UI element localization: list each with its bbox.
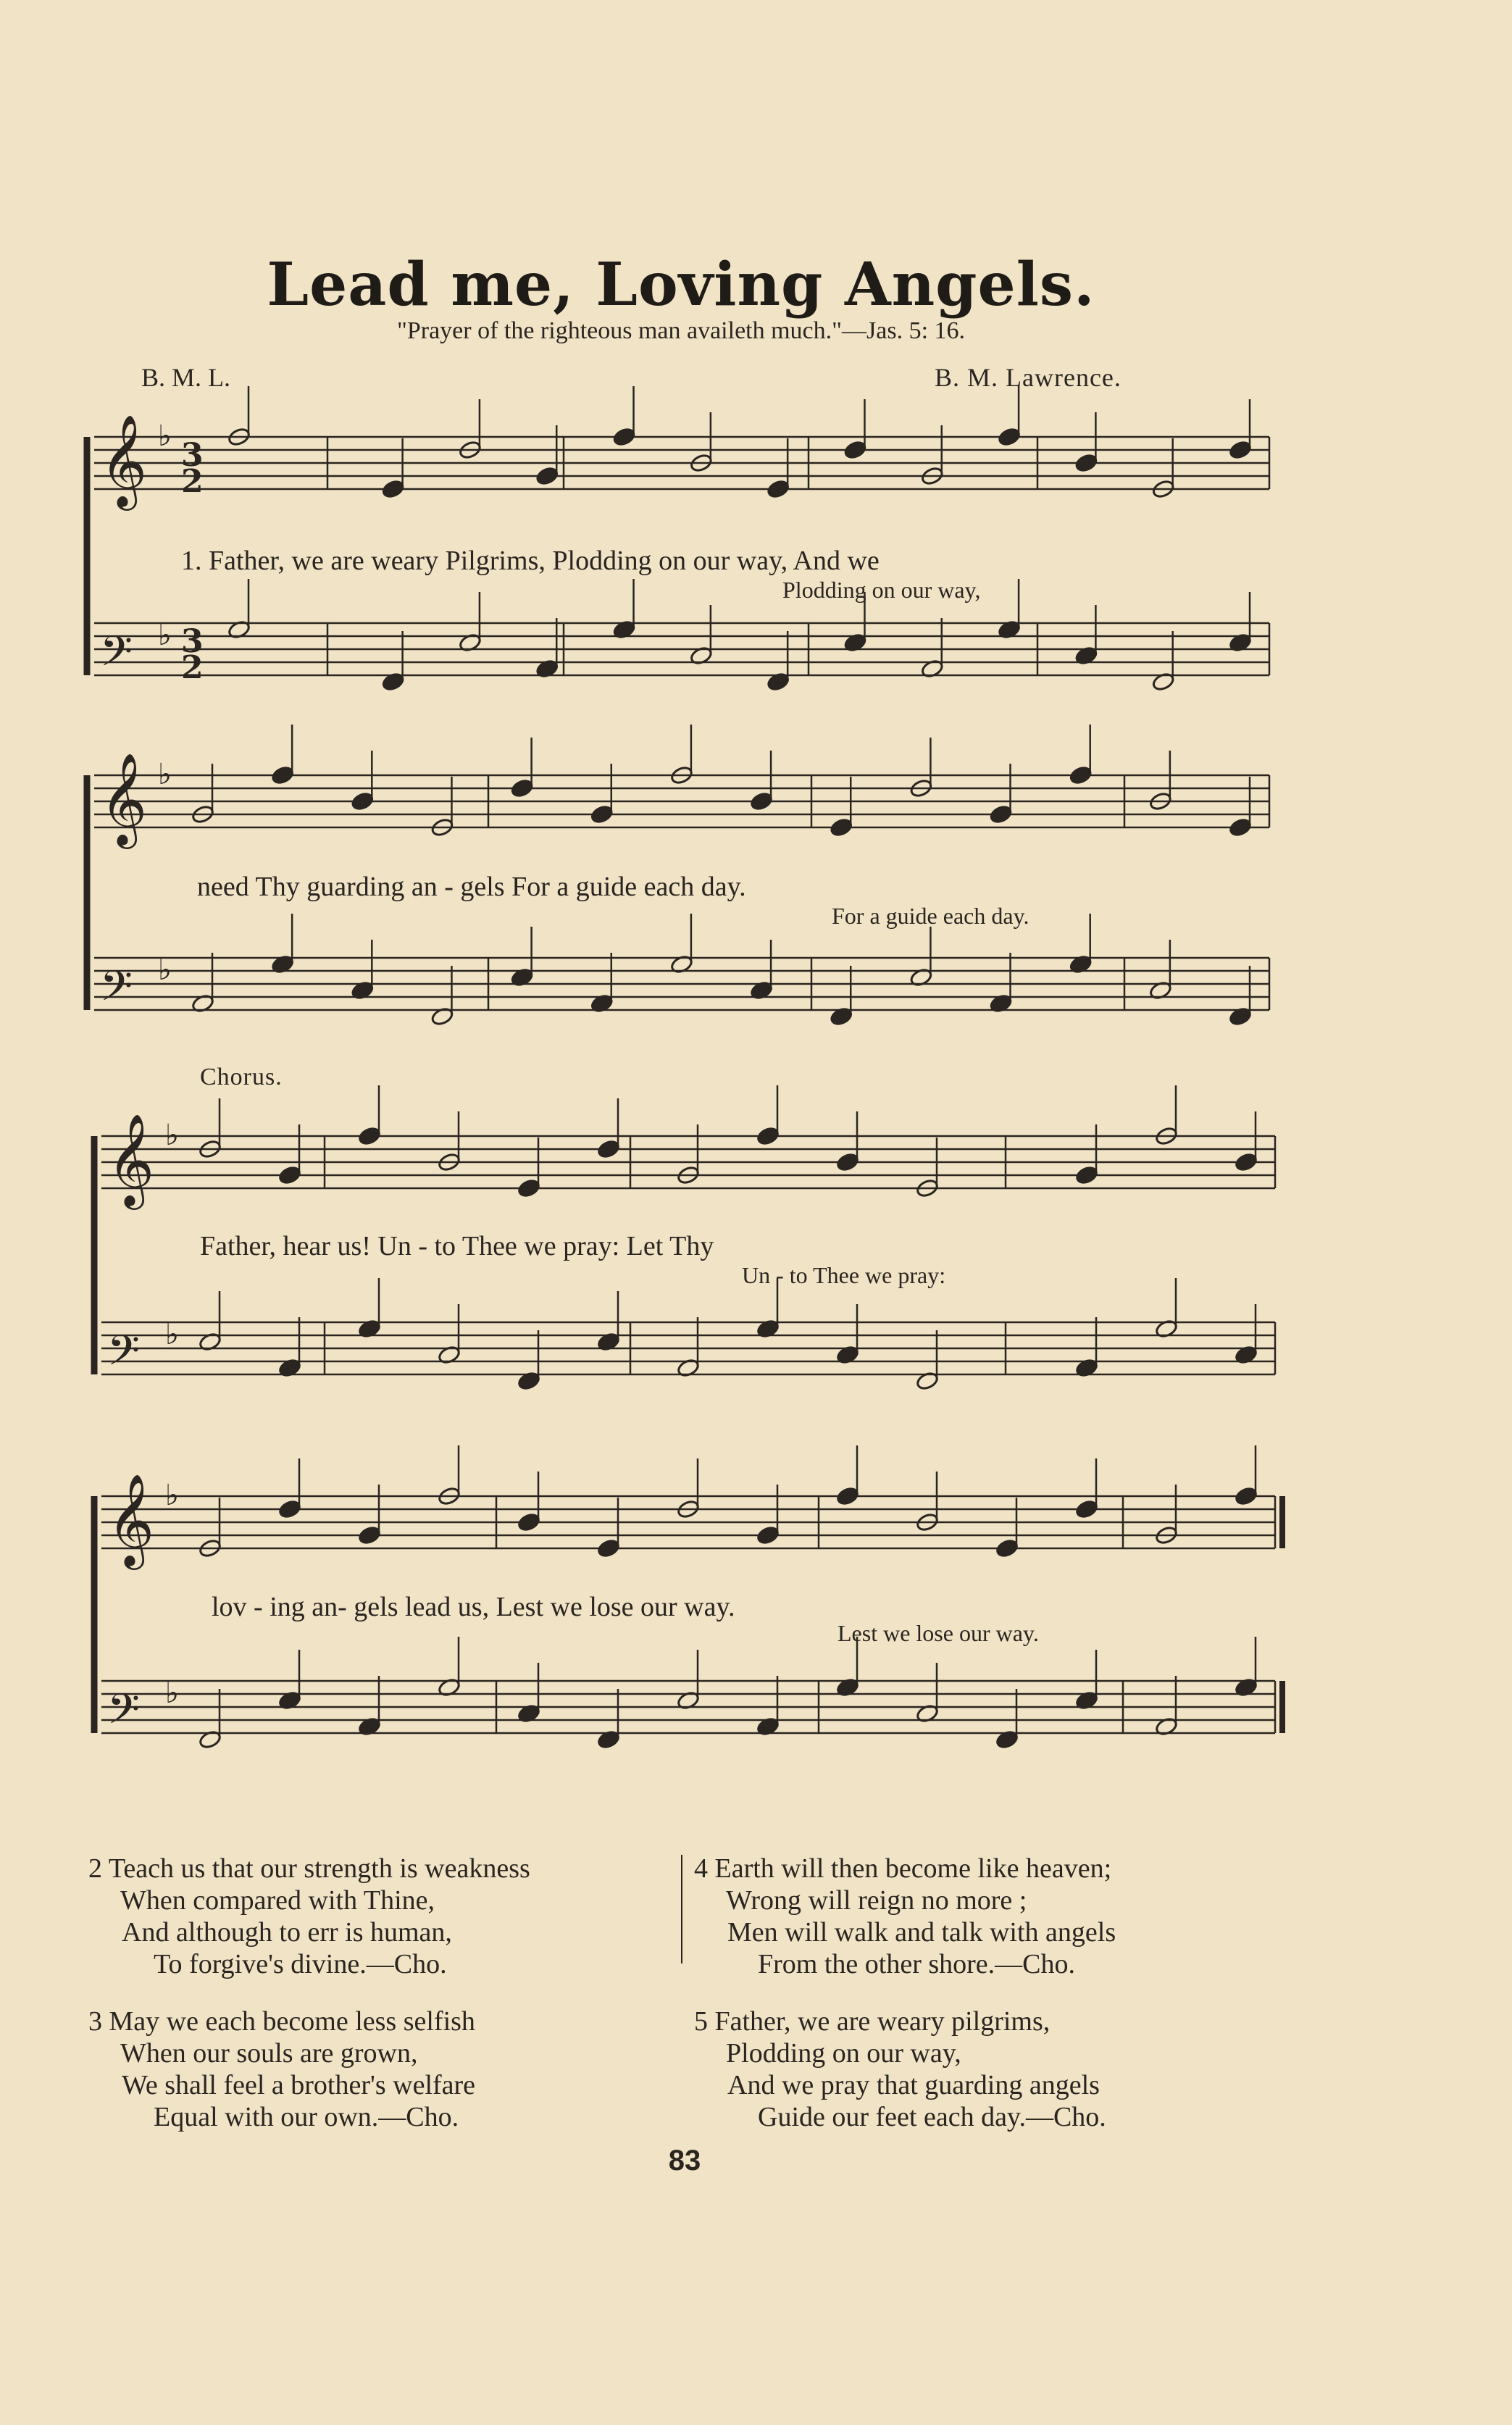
note-head (830, 817, 853, 838)
epigraph: "Prayer of the righteous man availeth much."—Jas. 5: 16. (396, 317, 966, 344)
note-head (358, 1525, 382, 1545)
verse-4-line-3: Men will walk and talk with angels (727, 1917, 1116, 1948)
note-head (1229, 440, 1253, 460)
system1-lyrics: 1. Father, we are weary Pilgrims, Plodding on our way, And we (181, 546, 880, 576)
verse-3-line-3: We shall feel a brother's welfare (122, 2070, 476, 2100)
verse-5-line-4: Guide our feet each day.—Cho. (758, 2102, 1106, 2132)
chorus-label: Chorus. (200, 1064, 283, 1090)
music-credit: B. M. Lawrence. (935, 363, 1122, 392)
note-head (1074, 453, 1098, 473)
note-head (1075, 1165, 1099, 1185)
note-head (517, 1178, 541, 1198)
treble-clef: 𝄞 (107, 1473, 155, 1566)
verse-4-line-4: From the other shore.—Cho. (758, 1949, 1076, 1979)
note-head (351, 791, 375, 811)
note-head (843, 440, 867, 460)
bass-clef: 𝄢 (100, 961, 133, 1021)
verse-2-line-3: And although to err is human, (122, 1917, 452, 1948)
note-head (756, 1126, 780, 1146)
verse-2-line-1: 2 Teach us that our strength is weakness (88, 1853, 530, 1884)
note-head (1235, 1152, 1258, 1172)
note-head (989, 804, 1013, 825)
note-head (381, 479, 405, 499)
verse-5-line-3: And we pray that guarding angels (727, 2070, 1100, 2100)
note-head (998, 427, 1022, 447)
system2-lyrics: need Thy guarding an - gels For a guide each day. (197, 872, 746, 902)
flat-sign: ♭ (165, 1318, 179, 1351)
system1-echo-lyrics: Plodding on our way, (782, 577, 981, 603)
treble-clef: 𝄞 (107, 1113, 155, 1206)
hymn-title: Lead me, Loving Angels. (267, 250, 1095, 320)
note-head (590, 804, 614, 825)
words-credit: B. M. L. (141, 363, 231, 392)
flat-sign: ♭ (158, 420, 172, 453)
verse-4-line-2: Wrong will reign no more ; (726, 1885, 1027, 1916)
note-head (278, 1165, 302, 1185)
time-signature-bottom: 2 (181, 649, 204, 686)
system4-lyrics: lov - ing an- gels lead us, Lest we lose our way. (212, 1592, 735, 1622)
bass-clef: 𝄢 (100, 627, 133, 686)
note-head (597, 1139, 621, 1159)
flat-sign: ♭ (165, 1677, 179, 1710)
note-head (767, 479, 790, 499)
note-head (535, 466, 559, 486)
verse-5 (694, 2005, 1106, 2133)
time-signature-top: 3 (181, 623, 204, 660)
bass-clef: 𝄢 (107, 1326, 141, 1385)
verse-5-line-2: Plodding on our way, (726, 2038, 961, 2069)
note-head (278, 1499, 302, 1519)
time-signature-top: 3 (181, 437, 204, 474)
verse-3-line-4: Equal with our own.—Cho. (154, 2102, 459, 2132)
page-number: 83 (668, 2145, 701, 2176)
verse-3 (88, 2005, 475, 2133)
note-head (271, 765, 295, 785)
column-divider (681, 1855, 682, 1963)
system4-echo-lyrics: Lest we lose our way. (838, 1620, 1039, 1646)
verse-3-line-1: 3 May we each become less selfish (88, 2006, 475, 2037)
note-head (612, 427, 636, 447)
note-head (510, 778, 534, 798)
note-head (836, 1486, 860, 1506)
note-head (358, 1126, 382, 1146)
system3-echo-lyrics: Un - to Thee we pray: (742, 1262, 946, 1288)
note-head (836, 1152, 860, 1172)
flat-sign: ♭ (158, 619, 172, 652)
flat-sign: ♭ (165, 1119, 179, 1152)
note-head (597, 1538, 621, 1558)
note-head (1229, 817, 1253, 838)
verse-3-line-2: When our souls are grown, (120, 2038, 418, 2069)
flat-sign: ♭ (158, 758, 172, 791)
verse-4 (694, 1853, 1116, 1980)
note-head (1235, 1486, 1258, 1506)
note-head (1075, 1499, 1099, 1519)
note-head (756, 1525, 780, 1545)
verse-4-line-1: 4 Earth will then become like heaven; (694, 1853, 1112, 1884)
verse-2-line-2: When compared with Thine, (120, 1885, 435, 1916)
system3-lyrics: Father, hear us! Un - to Thee we pray: Let Thy (200, 1231, 714, 1261)
verse-2 (88, 1853, 530, 1980)
verse-2-line-4: To forgive's divine.—Cho. (154, 1949, 447, 1979)
treble-clef: 𝄞 (100, 414, 148, 506)
time-signature-bottom: 2 (181, 463, 204, 500)
treble-clef: 𝄞 (100, 752, 148, 845)
note-head (1069, 765, 1093, 785)
flat-sign: ♭ (158, 953, 172, 987)
note-head (517, 1512, 541, 1532)
verse-5-line-1: 5 Father, we are weary pilgrims, (694, 2006, 1051, 2037)
system2-echo-lyrics: For a guide each day. (832, 903, 1029, 929)
flat-sign: ♭ (165, 1479, 179, 1512)
bass-clef: 𝄢 (107, 1685, 141, 1744)
note-head (995, 1538, 1019, 1558)
note-head (750, 791, 774, 811)
